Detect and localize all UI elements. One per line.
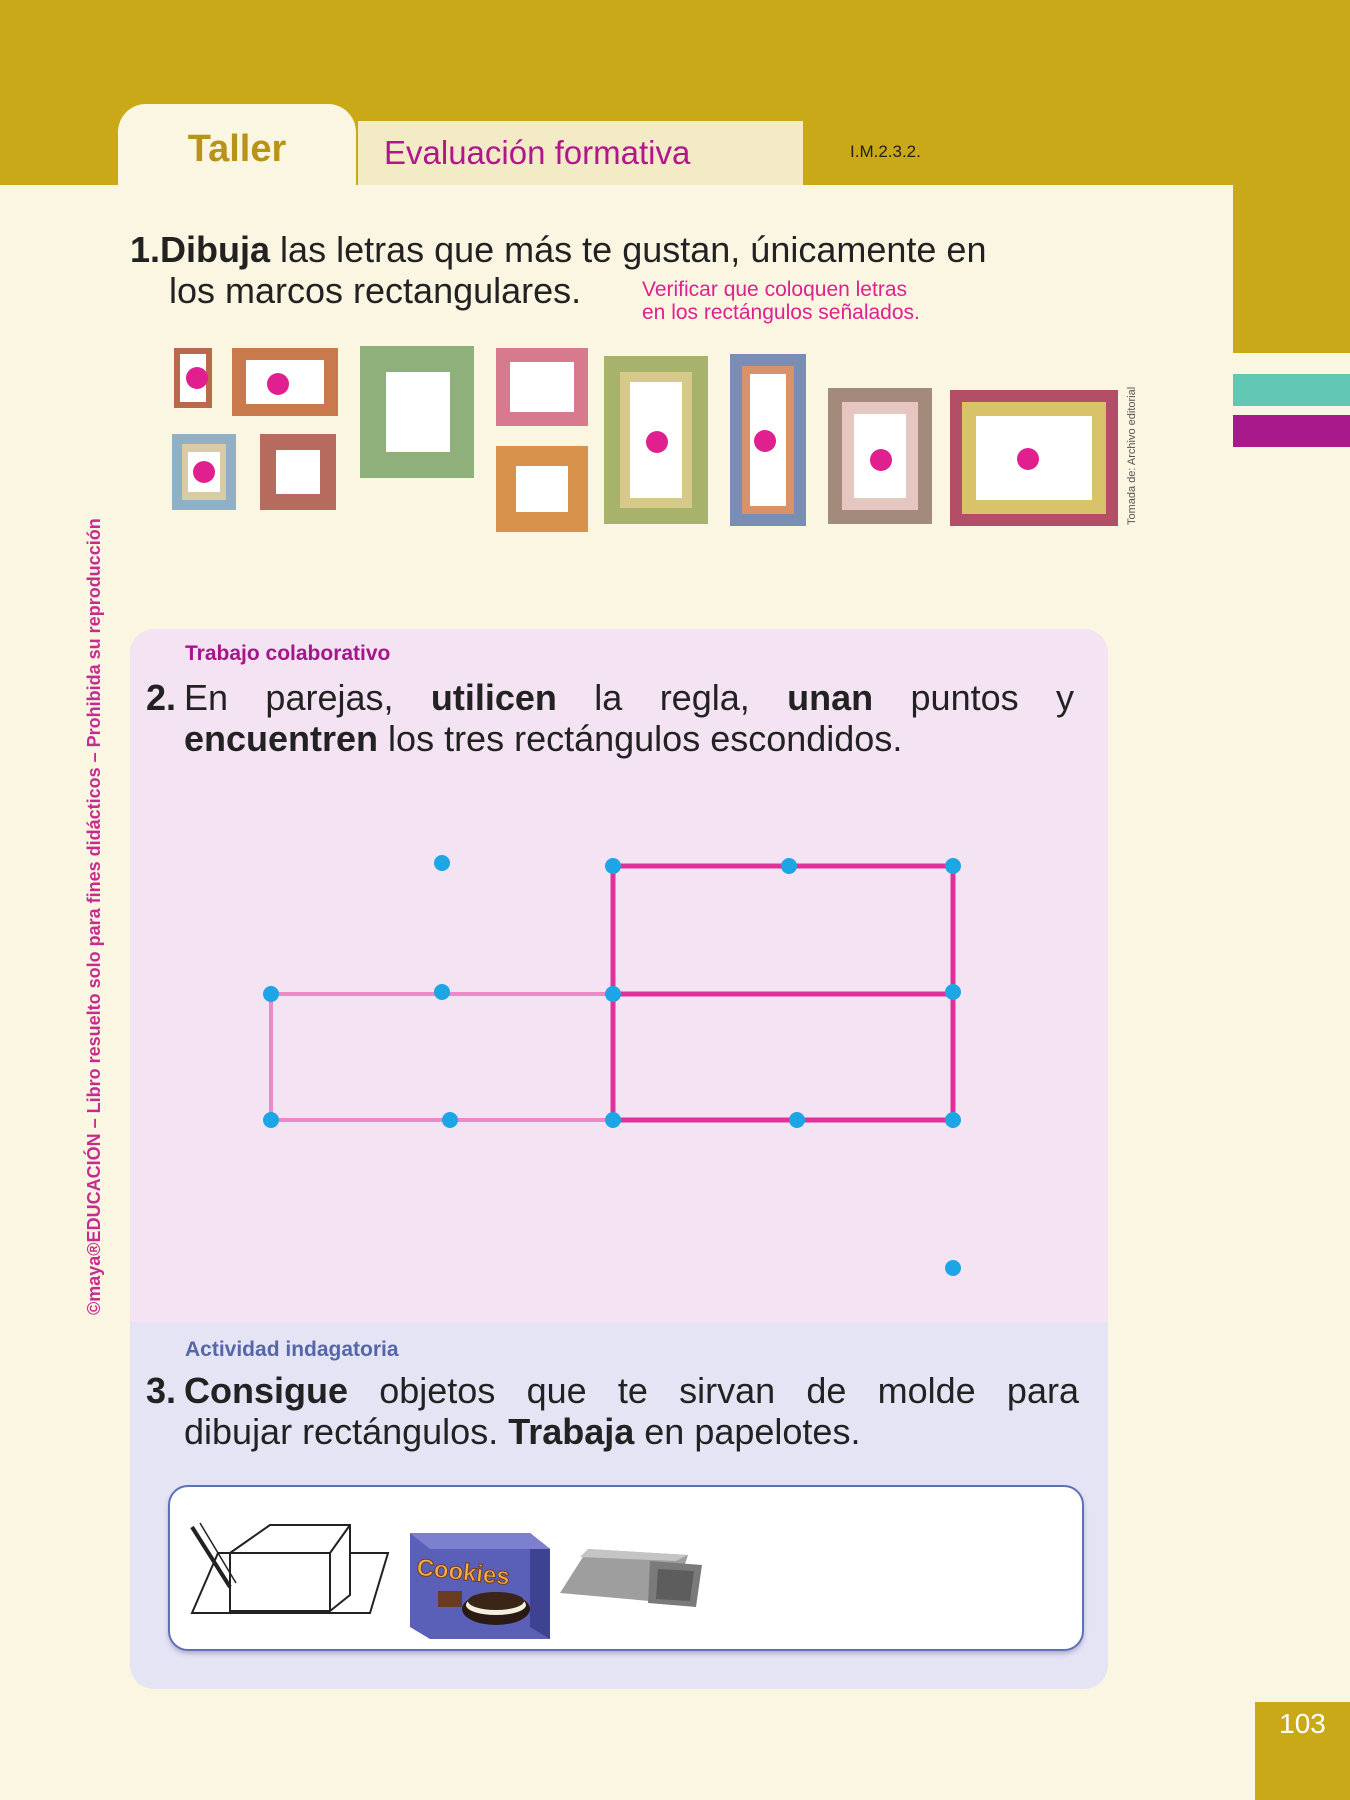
marker-dot bbox=[870, 449, 892, 471]
question2-number: 2. bbox=[146, 677, 177, 718]
teacher-note bbox=[642, 278, 920, 324]
q2-text-4: los tres rectángulos escondidos. bbox=[378, 718, 903, 759]
marker-dot bbox=[646, 431, 668, 453]
cookies-label: Cookies bbox=[415, 1554, 512, 1591]
marker-dot bbox=[1017, 448, 1039, 470]
frame-9 bbox=[730, 354, 806, 526]
cookie-box bbox=[410, 1533, 550, 1639]
section-label: Evaluación formativa bbox=[384, 134, 691, 171]
marker-dot bbox=[754, 430, 776, 452]
q3-bold-1: Consigue bbox=[184, 1370, 349, 1411]
frame-1 bbox=[174, 348, 212, 408]
block-tracing-drawing bbox=[192, 1523, 388, 1613]
question1-number: 1. bbox=[130, 229, 161, 270]
question1-text: las letras que más te gustan, únicamente en bbox=[270, 229, 987, 270]
frame-2 bbox=[232, 348, 338, 416]
page-number: 103 bbox=[1279, 1708, 1326, 1739]
frames-illustration bbox=[160, 340, 1120, 540]
teacher-note-line1: Verificar que coloquen letras bbox=[642, 278, 907, 301]
inquiry-label: Actividad indagatoria bbox=[185, 1338, 399, 1361]
question3-number: 3. bbox=[146, 1370, 177, 1411]
marker-dot bbox=[186, 367, 208, 389]
marker-dot bbox=[193, 461, 215, 483]
question1-line1 bbox=[130, 229, 986, 270]
question2-line1 bbox=[184, 677, 1074, 718]
q2-text-3: puntos y bbox=[873, 677, 1074, 718]
q3-bold-2: Trabaja bbox=[508, 1411, 635, 1452]
frame-8 bbox=[604, 356, 708, 524]
q3-text-2: dibujar rectángulos. bbox=[184, 1411, 509, 1452]
teal-stripe bbox=[1233, 374, 1350, 406]
question1-verb: Dibuja bbox=[160, 229, 271, 270]
objects-box bbox=[168, 1485, 1084, 1651]
frame-7 bbox=[496, 446, 588, 532]
frame-4 bbox=[260, 434, 336, 510]
frame-11 bbox=[950, 390, 1118, 526]
magenta-stripe bbox=[1233, 415, 1350, 447]
indicator-code: I.M.2.3.2. bbox=[850, 142, 921, 161]
question3-line2 bbox=[184, 1411, 860, 1452]
frame-10 bbox=[828, 388, 932, 524]
objects-illustration bbox=[170, 1487, 1082, 1649]
image-credit: Tomada de: Archivo editorial bbox=[1126, 386, 1138, 525]
q2-text-1: En parejas, bbox=[184, 677, 431, 718]
q2-text-2: la regla, bbox=[556, 677, 788, 718]
q2-bold-2: unan bbox=[787, 677, 874, 718]
question2-line2 bbox=[184, 718, 902, 759]
marker-dot bbox=[267, 373, 289, 395]
q2-bold-1: utilicen bbox=[430, 677, 557, 718]
q3-text-3: en papelotes. bbox=[634, 1411, 861, 1452]
frame-5 bbox=[360, 346, 474, 478]
copyright-notice: ©maya®EDUCACIÓN – Libro resuelto solo para fines didácticos – Prohibida su reproducción bbox=[84, 518, 104, 1315]
side-bar bbox=[1233, 185, 1350, 353]
question3-line1 bbox=[184, 1370, 1079, 1411]
teacher-note-line2: en los rectángulos señalados. bbox=[642, 301, 920, 324]
q3-text-1: objetos que te sirvan de molde para bbox=[348, 1370, 1079, 1411]
tab-label: Taller bbox=[187, 128, 287, 170]
frame-6 bbox=[496, 348, 588, 426]
frame-3 bbox=[172, 434, 236, 510]
collaborative-label: Trabajo colaborativo bbox=[185, 642, 391, 665]
q2-bold-3: encuentren bbox=[184, 718, 379, 759]
matchbox bbox=[560, 1549, 702, 1607]
question1-line2: los marcos rectangulares. bbox=[169, 270, 582, 311]
